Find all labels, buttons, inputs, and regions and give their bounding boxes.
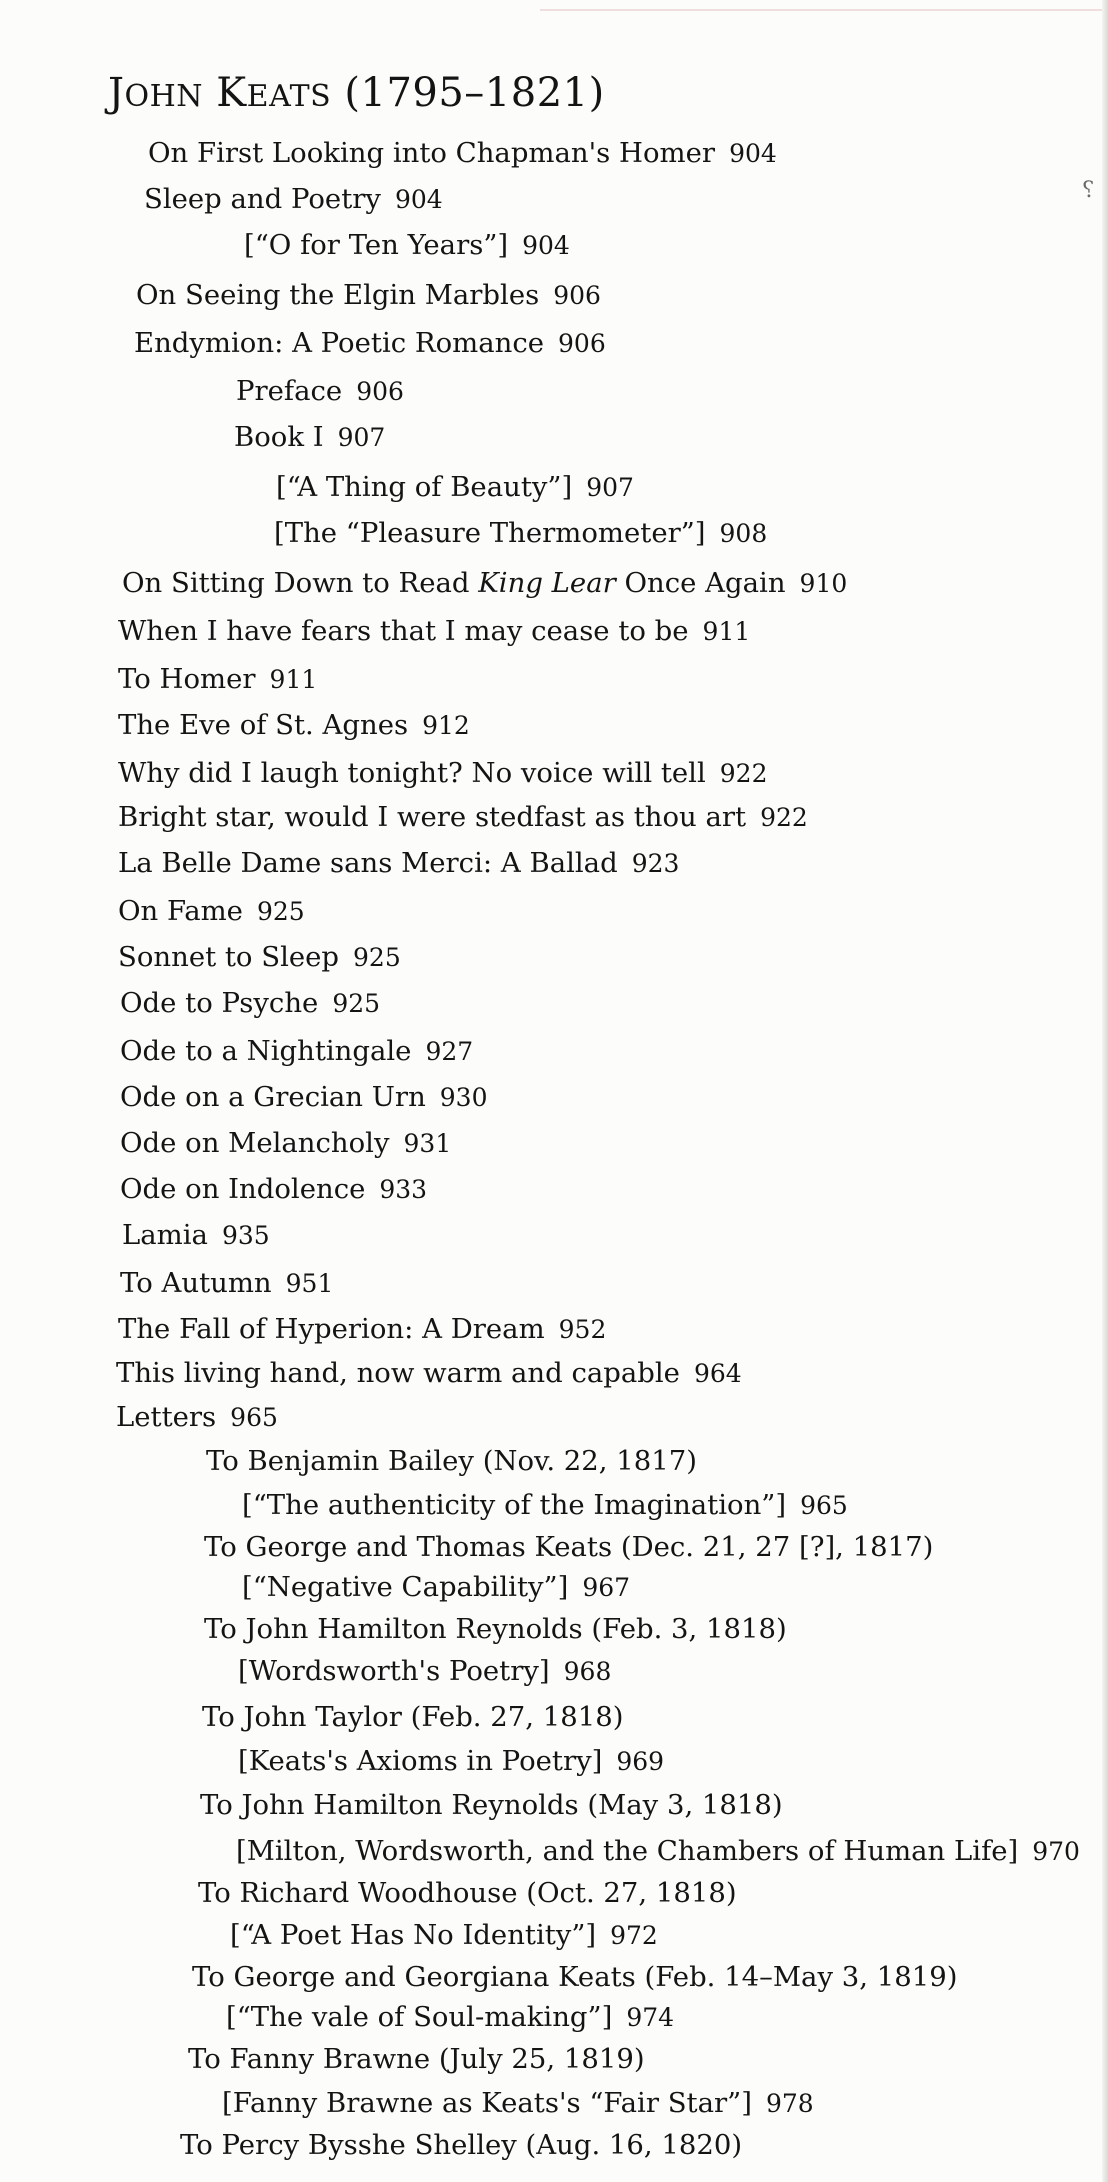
- entry-title: [“The vale of Soul-making”]: [226, 2001, 613, 2033]
- entry-title: Ode on Melancholy: [120, 1127, 390, 1159]
- entry-page: 912: [422, 711, 470, 740]
- entry-page: 927: [425, 1037, 474, 1066]
- entry-page: 967: [582, 1573, 631, 1602]
- toc-entry[interactable]: [148, 136, 777, 171]
- entry-title: To Percy Bysshe Shelley (Aug. 16, 1820): [180, 2129, 743, 2161]
- entry-title-part: Once Again: [624, 567, 786, 599]
- entry-page: 907: [337, 423, 386, 452]
- page-top-rule: [540, 9, 1108, 11]
- entry-page: 925: [353, 943, 401, 972]
- entry-title: [Wordsworth's Poetry]: [238, 1655, 550, 1687]
- entry-page: 904: [522, 231, 570, 260]
- toc-entry[interactable]: [198, 1876, 737, 1910]
- entry-title: [Fanny Brawne as Keats's “Fair Star”]: [222, 2087, 752, 2119]
- entry-title: Bright star, would I were stedfast as thou art: [118, 801, 747, 833]
- toc-entry[interactable]: [120, 1266, 333, 1301]
- entry-title: To John Hamilton Reynolds (Feb. 3, 1818): [204, 1613, 787, 1645]
- toc-entry[interactable]: [118, 708, 470, 743]
- toc-entry[interactable]: [202, 1700, 623, 1734]
- entry-page: 964: [693, 1359, 742, 1388]
- entry-title: To Homer: [118, 663, 256, 695]
- entry-page: 906: [553, 281, 601, 310]
- toc-entry[interactable]: [238, 1654, 611, 1689]
- entry-title-italic: King Lear: [478, 567, 616, 599]
- toc-entry[interactable]: [118, 1312, 606, 1347]
- toc-entry[interactable]: [234, 420, 385, 455]
- entry-title: Ode to a Nightingale: [120, 1035, 412, 1067]
- entry-title: [“The authenticity of the Imagination”]: [242, 1489, 787, 1521]
- entry-title-part: On Sitting Down to Read: [122, 567, 470, 599]
- page-edge-shadow: [1102, 0, 1108, 2182]
- toc-entry[interactable]: [118, 662, 317, 697]
- entry-page: 911: [702, 617, 751, 646]
- entry-title: [“A Poet Has No Identity”]: [230, 1919, 597, 1951]
- entry-title: To George and Thomas Keats (Dec. 21, 27 [?], 1817): [204, 1531, 934, 1563]
- entry-page: 911: [269, 665, 318, 694]
- toc-entry[interactable]: [118, 940, 401, 975]
- toc-entry[interactable]: [116, 1400, 278, 1435]
- entry-title: When I have fears that I may cease to be: [118, 615, 689, 647]
- heading-initial-k: K: [216, 70, 247, 116]
- entry-title: Book I: [234, 421, 324, 453]
- toc-entry[interactable]: [236, 374, 404, 409]
- entry-title: To Benjamin Bailey (Nov. 22, 1817): [206, 1445, 697, 1477]
- entry-title: [“O for Ten Years”]: [244, 229, 509, 261]
- toc-entry[interactable]: [230, 1918, 658, 1953]
- entry-title: To Fanny Brawne (July 25, 1819): [188, 2043, 645, 2075]
- entry-page: 972: [610, 1921, 658, 1950]
- toc-entry[interactable]: [236, 1834, 1080, 1869]
- toc-entry[interactable]: [244, 228, 570, 263]
- toc-entry[interactable]: [118, 800, 808, 835]
- toc-entry[interactable]: [116, 1356, 742, 1391]
- entry-title: Ode on a Grecian Urn: [120, 1081, 426, 1113]
- entry-title: Lamia: [122, 1219, 208, 1251]
- entry-page: 925: [256, 897, 305, 926]
- entry-page: 970: [1032, 1837, 1080, 1866]
- entry-title: Preface: [236, 375, 343, 407]
- toc-entry[interactable]: [206, 1444, 697, 1478]
- entry-page: 910: [799, 569, 848, 598]
- entry-page: 952: [558, 1315, 607, 1344]
- heading-rest-eats: EATS: [246, 79, 332, 114]
- entry-page: 933: [379, 1175, 428, 1204]
- section-heading: [108, 70, 605, 116]
- toc-entry[interactable]: [144, 182, 443, 217]
- toc-entry[interactable]: [120, 1126, 451, 1161]
- toc-entry[interactable]: [200, 1788, 783, 1822]
- toc-entry[interactable]: [204, 1612, 787, 1646]
- entry-page: 906: [558, 329, 606, 358]
- entry-title: [Milton, Wordsworth, and the Chambers of Human Life]: [236, 1835, 1019, 1867]
- entry-page: 935: [221, 1221, 270, 1250]
- toc-entry[interactable]: [276, 470, 634, 505]
- entry-title: To Richard Woodhouse (Oct. 27, 1818): [198, 1877, 737, 1909]
- entry-page: 904: [394, 185, 443, 214]
- entry-title: Endymion: A Poetic Romance: [134, 327, 545, 359]
- entry-title: La Belle Dame sans Merci: A Ballad: [118, 847, 618, 879]
- toc-entry[interactable]: [118, 756, 768, 791]
- entry-page: 974: [626, 2003, 675, 2032]
- entry-title: Sonnet to Sleep: [118, 941, 340, 973]
- toc-entry[interactable]: [136, 278, 601, 313]
- entry-title: [The “Pleasure Thermometer”]: [274, 517, 706, 549]
- heading-dates: (1795–1821): [344, 70, 605, 116]
- entry-page: 930: [439, 1083, 488, 1112]
- entry-title: Ode on Indolence: [120, 1173, 366, 1205]
- entry-page: 968: [563, 1657, 612, 1686]
- entry-page: 925: [332, 989, 381, 1018]
- entry-page: 951: [285, 1269, 334, 1298]
- entry-title: This living hand, now warm and capable: [116, 1357, 680, 1389]
- entry-title: To John Hamilton Reynolds (May 3, 1818): [200, 1789, 783, 1821]
- toc-entry[interactable]: [188, 2042, 645, 2076]
- entry-title: Letters: [116, 1401, 217, 1433]
- entry-page: 969: [616, 1747, 665, 1776]
- heading-rest-ohn: OHN: [124, 79, 204, 114]
- heading-initial-j: J: [108, 70, 125, 116]
- entry-page: 906: [356, 377, 404, 406]
- entry-page: 922: [760, 803, 808, 832]
- toc-entry[interactable]: [134, 326, 606, 361]
- entry-title: Why did I laugh tonight? No voice will tell: [118, 757, 706, 789]
- toc-entry[interactable]: [238, 1744, 664, 1779]
- toc-entry[interactable]: [204, 1530, 933, 1564]
- entry-title: The Fall of Hyperion: A Dream: [118, 1313, 545, 1345]
- toc-entry[interactable]: [222, 2086, 814, 2121]
- toc-entry[interactable]: [120, 986, 380, 1021]
- entry-page: 908: [719, 519, 768, 548]
- entry-title: Sleep and Poetry: [144, 183, 381, 215]
- toc-entry[interactable]: [226, 2000, 674, 2035]
- entry-page: 904: [729, 139, 777, 168]
- toc-entry[interactable]: [118, 894, 305, 929]
- toc-entry[interactable]: [118, 614, 750, 649]
- toc-entry[interactable]: [118, 846, 679, 881]
- entry-page: 907: [586, 473, 634, 502]
- entry-title: [“A Thing of Beauty”]: [276, 471, 573, 503]
- toc-entry[interactable]: [192, 1960, 957, 1994]
- entry-page: 978: [765, 2089, 814, 2118]
- stray-mark-icon: ⸮: [1082, 178, 1094, 203]
- toc-entry[interactable]: [274, 516, 767, 551]
- entry-page: 965: [230, 1403, 278, 1432]
- toc-entry[interactable]: [242, 1570, 630, 1605]
- entry-page: 965: [800, 1491, 848, 1520]
- entry-title: [“Negative Capability”]: [242, 1571, 569, 1603]
- entry-title: [Keats's Axioms in Poetry]: [238, 1745, 603, 1777]
- entry-title: To Autumn: [120, 1267, 272, 1299]
- entry-title: The Eve of St. Agnes: [118, 709, 409, 741]
- entry-page: 922: [719, 759, 768, 788]
- toc-entry[interactable]: [120, 1080, 488, 1115]
- toc-entry[interactable]: [122, 1218, 270, 1253]
- entry-title: To John Taylor (Feb. 27, 1818): [202, 1701, 624, 1733]
- entry-title: To George and Georgiana Keats (Feb. 14–May 3, 1819): [192, 1961, 958, 1993]
- toc-entry[interactable]: [122, 566, 847, 601]
- entry-page: 931: [403, 1129, 452, 1158]
- toc-entry[interactable]: [180, 2128, 742, 2162]
- toc-entry[interactable]: [120, 1034, 473, 1069]
- entry-title: Ode to Psyche: [120, 987, 319, 1019]
- entry-title: On Seeing the Elgin Marbles: [136, 279, 540, 311]
- entry-page: 923: [631, 849, 680, 878]
- entry-title: On Fame: [118, 895, 243, 927]
- toc-entry[interactable]: [242, 1488, 848, 1523]
- toc-entry[interactable]: [120, 1172, 427, 1207]
- entry-title: On First Looking into Chapman's Homer: [148, 137, 716, 169]
